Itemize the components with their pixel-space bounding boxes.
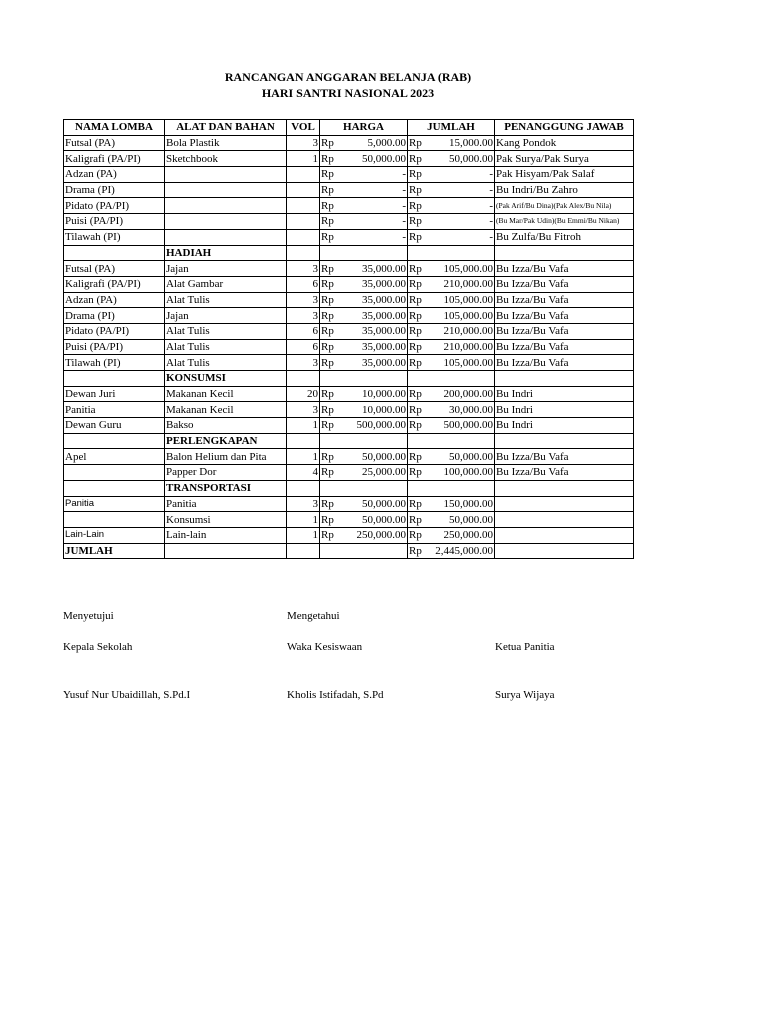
nama-lomba-cell xyxy=(64,371,165,387)
jumlah-currency-cell: Rp xyxy=(408,151,427,167)
jumlah-currency-cell: Rp xyxy=(408,229,427,245)
vol-cell: 4 xyxy=(287,465,320,481)
jumlah-cell: - xyxy=(427,198,495,214)
section-row xyxy=(64,433,634,449)
penanggung-jawab-cell xyxy=(495,543,634,559)
vol-cell: 1 xyxy=(287,527,320,543)
vol-cell xyxy=(287,167,320,183)
harga-cell: 35,000.00 xyxy=(339,292,408,308)
harga-currency-cell: Rp xyxy=(320,198,339,214)
nama-lomba-cell: Kaligrafi (PA/PI) xyxy=(64,276,165,292)
harga-cell: 5,000.00 xyxy=(339,135,408,151)
menyetujui-label: Menyetujui xyxy=(63,610,114,622)
header-alat-dan-bahan: ALAT DAN BAHAN xyxy=(165,120,287,136)
table-body xyxy=(64,135,634,559)
alat-bahan-cell xyxy=(165,182,287,198)
vol-cell xyxy=(287,480,320,496)
nama-lomba-cell xyxy=(64,480,165,496)
jumlah-cell: 50,000.00 xyxy=(427,449,495,465)
harga-currency-cell: Rp xyxy=(320,418,339,434)
penanggung-jawab-cell xyxy=(495,245,634,261)
vol-cell: 6 xyxy=(287,323,320,339)
nama-lomba-cell: Drama (PI) xyxy=(64,182,165,198)
harga-cell: - xyxy=(339,229,408,245)
nama-lomba-cell: Futsal (PA) xyxy=(64,261,165,277)
vol-cell xyxy=(287,198,320,214)
nama-lomba-cell: Puisi (PA/PI) xyxy=(64,339,165,355)
jumlah-cell: 500,000.00 xyxy=(427,418,495,434)
harga-cell xyxy=(339,433,408,449)
nama-lomba-cell: Kaligrafi (PA/PI) xyxy=(64,151,165,167)
jumlah-cell xyxy=(427,433,495,449)
jumlah-currency-cell: Rp xyxy=(408,214,427,230)
nama-lomba-cell: Puisi (PA/PI) xyxy=(64,214,165,230)
jumlah-cell: - xyxy=(427,214,495,230)
jumlah-cell: 200,000.00 xyxy=(427,386,495,402)
table-row xyxy=(64,182,634,198)
alat-bahan-cell: Bola Plastik xyxy=(165,135,287,151)
jumlah-currency-cell xyxy=(408,371,427,387)
harga-currency-cell: Rp xyxy=(320,182,339,198)
nama-lomba-cell xyxy=(64,433,165,449)
header-vol: VOL xyxy=(287,120,320,136)
harga-currency-cell: Rp xyxy=(320,276,339,292)
alat-bahan-cell: Makanan Kecil xyxy=(165,386,287,402)
vol-cell xyxy=(287,371,320,387)
jumlah-cell: - xyxy=(427,182,495,198)
nama-lomba-cell: Panitia xyxy=(64,402,165,418)
alat-bahan-cell: Panitia xyxy=(165,496,287,512)
jumlah-cell: - xyxy=(427,167,495,183)
penanggung-jawab-cell: Bu Izza/Bu Vafa xyxy=(495,449,634,465)
penanggung-jawab-cell: Bu Indri xyxy=(495,402,634,418)
kepala-sekolah-name: Yusuf Nur Ubaidillah, S.Pd.I xyxy=(63,689,191,701)
alat-bahan-cell: Lain-lain xyxy=(165,527,287,543)
alat-bahan-cell: Alat Tulis xyxy=(165,323,287,339)
penanggung-jawab-cell: (Pak Arif/Bu Dina)(Pak Alex/Bu Nila) xyxy=(495,198,634,214)
table-row xyxy=(64,527,634,543)
waka-kesiswaan-label: Waka Kesiswaan xyxy=(287,641,363,653)
table-row xyxy=(64,339,634,355)
nama-lomba-cell: Pidato (PA/PI) xyxy=(64,323,165,339)
harga-currency-cell: Rp xyxy=(320,323,339,339)
jumlah-cell: 15,000.00 xyxy=(427,135,495,151)
jumlah-currency-cell: Rp xyxy=(408,418,427,434)
harga-cell: 50,000.00 xyxy=(339,512,408,528)
harga-currency-cell: Rp xyxy=(320,355,339,371)
jumlah-currency-cell: Rp xyxy=(408,308,427,324)
vol-cell: 3 xyxy=(287,496,320,512)
penanggung-jawab-cell: Kang Pondok xyxy=(495,135,634,151)
penanggung-jawab-cell: Bu Zulfa/Bu Fitroh xyxy=(495,229,634,245)
harga-cell: 35,000.00 xyxy=(339,276,408,292)
harga-cell: 50,000.00 xyxy=(339,496,408,512)
header-harga: HARGA xyxy=(320,120,408,136)
harga-currency-cell: Rp xyxy=(320,449,339,465)
alat-bahan-cell: Balon Helium dan Pita xyxy=(165,449,287,465)
penanggung-jawab-cell: Bu Izza/Bu Vafa xyxy=(495,261,634,277)
table-row xyxy=(64,418,634,434)
jumlah-cell: 100,000.00 xyxy=(427,465,495,481)
harga-cell xyxy=(339,245,408,261)
penanggung-jawab-cell: Bu Izza/Bu Vafa xyxy=(495,276,634,292)
harga-currency-cell: Rp xyxy=(320,496,339,512)
harga-cell: - xyxy=(339,198,408,214)
penanggung-jawab-cell: Bu Indri xyxy=(495,386,634,402)
vol-cell: 1 xyxy=(287,418,320,434)
table-row xyxy=(64,323,634,339)
alat-bahan-cell: Alat Tulis xyxy=(165,339,287,355)
vol-cell xyxy=(287,229,320,245)
vol-cell: 3 xyxy=(287,355,320,371)
vol-cell xyxy=(287,214,320,230)
table-row xyxy=(64,496,634,512)
jumlah-currency-cell: Rp xyxy=(408,182,427,198)
vol-cell: 3 xyxy=(287,135,320,151)
section-row xyxy=(64,480,634,496)
section-row xyxy=(64,371,634,387)
alat-bahan-cell: Konsumsi xyxy=(165,512,287,528)
penanggung-jawab-cell: Bu Izza/Bu Vafa xyxy=(495,355,634,371)
penanggung-jawab-cell xyxy=(495,496,634,512)
jumlah-currency-cell xyxy=(408,433,427,449)
vol-cell xyxy=(287,543,320,559)
harga-cell: 50,000.00 xyxy=(339,151,408,167)
jumlah-currency-cell: Rp xyxy=(408,449,427,465)
jumlah-cell: 105,000.00 xyxy=(427,261,495,277)
vol-cell: 1 xyxy=(287,151,320,167)
nama-lomba-cell: Drama (PI) xyxy=(64,308,165,324)
vol-cell xyxy=(287,182,320,198)
alat-bahan-cell: Alat Gambar xyxy=(165,276,287,292)
nama-lomba-cell xyxy=(64,465,165,481)
table-row xyxy=(64,261,634,277)
jumlah-currency-cell: Rp xyxy=(408,386,427,402)
table-row xyxy=(64,292,634,308)
nama-lomba-cell: Pidato (PA/PI) xyxy=(64,198,165,214)
jumlah-cell: 105,000.00 xyxy=(427,292,495,308)
jumlah-cell: 50,000.00 xyxy=(427,151,495,167)
total-amount: 2,445,000.00 xyxy=(427,543,495,559)
nama-lomba-cell xyxy=(64,512,165,528)
harga-cell: 50,000.00 xyxy=(339,449,408,465)
jumlah-cell: 250,000.00 xyxy=(427,527,495,543)
harga-cell: 10,000.00 xyxy=(339,402,408,418)
jumlah-cell: 150,000.00 xyxy=(427,496,495,512)
table-row xyxy=(64,214,634,230)
jumlah-cell: 210,000.00 xyxy=(427,323,495,339)
harga-cell: - xyxy=(339,214,408,230)
penanggung-jawab-cell: Bu Indri/Bu Zahro xyxy=(495,182,634,198)
alat-bahan-cell: Bakso xyxy=(165,418,287,434)
jumlah-currency-cell: Rp xyxy=(408,339,427,355)
harga-cell: 35,000.00 xyxy=(339,308,408,324)
section-label: KONSUMSI xyxy=(165,371,287,387)
table-row xyxy=(64,167,634,183)
penanggung-jawab-cell xyxy=(495,433,634,449)
table-row xyxy=(64,308,634,324)
total-label: JUMLAH xyxy=(64,543,165,559)
harga-currency-cell: Rp xyxy=(320,292,339,308)
alat-bahan-cell xyxy=(165,214,287,230)
table-row xyxy=(64,465,634,481)
jumlah-currency-cell: Rp xyxy=(408,292,427,308)
harga-currency-cell: Rp xyxy=(320,465,339,481)
alat-bahan-cell xyxy=(165,229,287,245)
ketua-panitia-name: Surya Wijaya xyxy=(495,689,555,701)
harga-currency-cell: Rp xyxy=(320,512,339,528)
harga-currency-cell: Rp xyxy=(320,308,339,324)
penanggung-jawab-cell xyxy=(495,512,634,528)
jumlah-cell xyxy=(427,245,495,261)
penanggung-jawab-cell xyxy=(495,480,634,496)
vol-cell: 1 xyxy=(287,449,320,465)
harga-cell: 35,000.00 xyxy=(339,261,408,277)
alat-bahan-cell: Jajan xyxy=(165,308,287,324)
jumlah-currency-cell: Rp xyxy=(408,323,427,339)
penanggung-jawab-cell: Bu Izza/Bu Vafa xyxy=(495,323,634,339)
table-row xyxy=(64,198,634,214)
jumlah-cell: 105,000.00 xyxy=(427,308,495,324)
vol-cell: 3 xyxy=(287,402,320,418)
harga-currency-cell: Rp xyxy=(320,167,339,183)
harga-currency-cell: Rp xyxy=(320,214,339,230)
table-row xyxy=(64,135,634,151)
harga-currency-cell xyxy=(320,371,339,387)
jumlah-currency-cell xyxy=(408,480,427,496)
jumlah-currency-cell: Rp xyxy=(408,543,427,559)
table-row xyxy=(64,402,634,418)
harga-cell xyxy=(339,543,408,559)
nama-lomba-cell: Adzan (PA) xyxy=(64,292,165,308)
budget-table xyxy=(63,119,634,559)
vol-cell: 6 xyxy=(287,339,320,355)
penanggung-jawab-cell: (Bu Mar/Pak Udin)(Bu Emmi/Bu Nikan) xyxy=(495,214,634,230)
harga-currency-cell: Rp xyxy=(320,135,339,151)
harga-cell: - xyxy=(339,182,408,198)
jumlah-currency-cell: Rp xyxy=(408,135,427,151)
harga-cell xyxy=(339,371,408,387)
table-header-row xyxy=(64,120,634,136)
nama-lomba-cell: Futsal (PA) xyxy=(64,135,165,151)
harga-currency-cell: Rp xyxy=(320,402,339,418)
penanggung-jawab-cell xyxy=(495,371,634,387)
alat-bahan-cell: Papper Dor xyxy=(165,465,287,481)
jumlah-currency-cell: Rp xyxy=(408,167,427,183)
jumlah-currency-cell xyxy=(408,245,427,261)
harga-cell: 35,000.00 xyxy=(339,323,408,339)
section-label: HADIAH xyxy=(165,245,287,261)
nama-lomba-cell: Apel xyxy=(64,449,165,465)
vol-cell: 3 xyxy=(287,308,320,324)
harga-cell: 500,000.00 xyxy=(339,418,408,434)
nama-lomba-cell: Tilawah (PI) xyxy=(64,229,165,245)
table-row xyxy=(64,449,634,465)
waka-kesiswaan-name: Kholis Istifadah, S.Pd xyxy=(287,689,384,701)
harga-cell: 35,000.00 xyxy=(339,355,408,371)
jumlah-currency-cell: Rp xyxy=(408,402,427,418)
penanggung-jawab-cell: Bu Izza/Bu Vafa xyxy=(495,308,634,324)
harga-cell xyxy=(339,480,408,496)
harga-currency-cell xyxy=(320,480,339,496)
harga-cell: 35,000.00 xyxy=(339,339,408,355)
jumlah-currency-cell: Rp xyxy=(408,276,427,292)
penanggung-jawab-cell: Bu Indri xyxy=(495,418,634,434)
vol-cell: 20 xyxy=(287,386,320,402)
vol-cell: 1 xyxy=(287,512,320,528)
penanggung-jawab-cell: Bu Izza/Bu Vafa xyxy=(495,292,634,308)
vol-cell xyxy=(287,245,320,261)
table-row xyxy=(64,151,634,167)
section-row xyxy=(64,245,634,261)
harga-currency-cell xyxy=(320,245,339,261)
total-row xyxy=(64,543,634,559)
vol-cell xyxy=(287,433,320,449)
vol-cell: 6 xyxy=(287,276,320,292)
nama-lomba-cell: Tilawah (PI) xyxy=(64,355,165,371)
jumlah-cell: 210,000.00 xyxy=(427,276,495,292)
jumlah-currency-cell: Rp xyxy=(408,198,427,214)
harga-currency-cell xyxy=(320,543,339,559)
harga-cell: 250,000.00 xyxy=(339,527,408,543)
penanggung-jawab-cell: Bu Izza/Bu Vafa xyxy=(495,465,634,481)
header-penanggung-jawab: PENANGGUNG JAWAB xyxy=(495,120,634,136)
table-row xyxy=(64,276,634,292)
table-row xyxy=(64,229,634,245)
ketua-panitia-label: Ketua Panitia xyxy=(495,641,555,653)
document-title: RANCANGAN ANGGARAN BELANJA (RAB) xyxy=(224,70,472,84)
vol-cell: 3 xyxy=(287,261,320,277)
section-label: PERLENGKAPAN xyxy=(165,433,287,449)
section-label: TRANSPORTASI xyxy=(165,480,287,496)
harga-currency-cell xyxy=(320,433,339,449)
jumlah-currency-cell: Rp xyxy=(408,261,427,277)
jumlah-cell: 50,000.00 xyxy=(427,512,495,528)
alat-bahan-cell xyxy=(165,167,287,183)
jumlah-cell: 30,000.00 xyxy=(427,402,495,418)
harga-currency-cell: Rp xyxy=(320,339,339,355)
table-row xyxy=(64,355,634,371)
penanggung-jawab-cell: Pak Surya/Pak Surya xyxy=(495,151,634,167)
jumlah-cell xyxy=(427,480,495,496)
harga-currency-cell: Rp xyxy=(320,229,339,245)
alat-cell xyxy=(165,543,287,559)
document-subtitle: HARI SANTRI NASIONAL 2023 xyxy=(261,86,435,100)
jumlah-currency-cell: Rp xyxy=(408,496,427,512)
harga-currency-cell: Rp xyxy=(320,527,339,543)
mengetahui-label: Mengetahui xyxy=(287,610,340,622)
vol-cell: 3 xyxy=(287,292,320,308)
nama-lomba-cell: Lain-Lain xyxy=(64,527,165,543)
penanggung-jawab-cell xyxy=(495,527,634,543)
harga-currency-cell: Rp xyxy=(320,386,339,402)
alat-bahan-cell: Alat Tulis xyxy=(165,292,287,308)
harga-cell: 25,000.00 xyxy=(339,465,408,481)
jumlah-currency-cell: Rp xyxy=(408,465,427,481)
nama-lomba-cell: Adzan (PA) xyxy=(64,167,165,183)
penanggung-jawab-cell: Pak Hisyam/Pak Salaf xyxy=(495,167,634,183)
harga-cell: - xyxy=(339,167,408,183)
jumlah-cell xyxy=(427,371,495,387)
table-row xyxy=(64,386,634,402)
jumlah-currency-cell: Rp xyxy=(408,512,427,528)
jumlah-cell: - xyxy=(427,229,495,245)
nama-lomba-cell: Panitia xyxy=(64,496,165,512)
alat-bahan-cell xyxy=(165,198,287,214)
harga-cell: 10,000.00 xyxy=(339,386,408,402)
alat-bahan-cell: Makanan Kecil xyxy=(165,402,287,418)
jumlah-currency-cell: Rp xyxy=(408,527,427,543)
alat-bahan-cell: Alat Tulis xyxy=(165,355,287,371)
jumlah-currency-cell: Rp xyxy=(408,355,427,371)
header-jumlah: JUMLAH xyxy=(408,120,495,136)
jumlah-cell: 105,000.00 xyxy=(427,355,495,371)
nama-lomba-cell: Dewan Juri xyxy=(64,386,165,402)
nama-lomba-cell: Dewan Guru xyxy=(64,418,165,434)
header-nama-lomba: NAMA LOMBA xyxy=(64,120,165,136)
penanggung-jawab-cell: Bu Izza/Bu Vafa xyxy=(495,339,634,355)
harga-currency-cell: Rp xyxy=(320,151,339,167)
nama-lomba-cell xyxy=(64,245,165,261)
alat-bahan-cell: Jajan xyxy=(165,261,287,277)
jumlah-cell: 210,000.00 xyxy=(427,339,495,355)
harga-currency-cell: Rp xyxy=(320,261,339,277)
table-row xyxy=(64,512,634,528)
alat-bahan-cell: Sketchbook xyxy=(165,151,287,167)
kepala-sekolah-label: Kepala Sekolah xyxy=(63,641,133,653)
